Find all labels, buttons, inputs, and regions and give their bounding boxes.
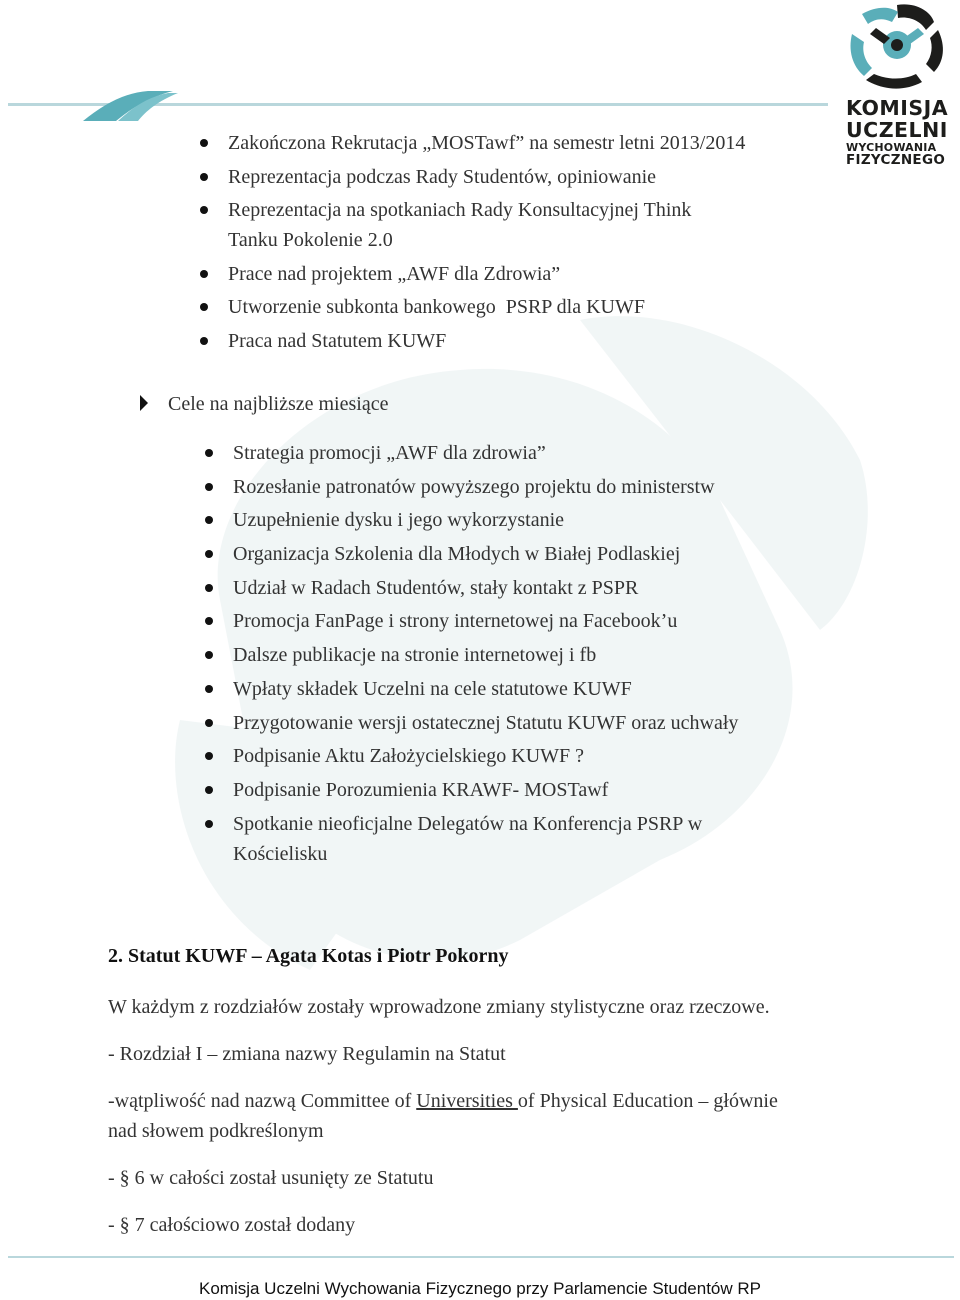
bullet-icon	[200, 173, 208, 181]
bullet-icon	[205, 786, 213, 794]
bullet-icon	[205, 584, 213, 592]
logo-line-3: WYCHOWANIA	[846, 141, 937, 154]
list-item	[233, 573, 833, 603]
list-item	[228, 292, 828, 322]
list-item	[233, 741, 833, 771]
bullet-icon	[205, 550, 213, 558]
list-item-text: Utworzenie subkonta bankowego PSRP dla KUWF	[228, 296, 645, 318]
list-item-text: Zakończona Rekrutacja „MOSTawf” na semestr letni 2013/2014	[228, 132, 746, 154]
list-item	[233, 809, 773, 869]
list-item	[233, 708, 833, 738]
statut-paragraph-2: - Rozdział I – zmiana nazwy Regulamin na Statut	[108, 1043, 506, 1065]
list-item-text: Promocja FanPage i strony internetowej na Facebook’u	[233, 610, 678, 633]
list-item-text: Prace nad projektem „AWF dla Zdrowia”	[228, 262, 561, 285]
list-item-text: Wpłaty składek Uczelni na cele statutowe KUWF	[233, 677, 632, 700]
bullet-icon	[205, 483, 213, 491]
list-item-text: Podpisanie Aktu Założycielskiego KUWF ?	[233, 745, 585, 768]
bullet-icon	[205, 449, 213, 457]
list-item	[228, 162, 828, 192]
arrow-bullet-icon	[140, 395, 148, 411]
bullet-icon	[205, 719, 213, 727]
underlined-word: Universities	[416, 1090, 518, 1112]
list-item-text: Przygotowanie wersji ostatecznej Statutu KUWF oraz uchwały	[233, 711, 739, 734]
list-item	[228, 326, 828, 356]
list-item	[228, 128, 828, 158]
goals-heading-text: Cele na najbliższe miesiące	[168, 393, 389, 415]
list-item	[233, 674, 833, 704]
list-item-text: Organizacja Szkolenia dla Młodych w Białej Podlaskiej	[233, 543, 681, 566]
list-item	[233, 640, 833, 670]
statut-section-heading: 2. Statut KUWF – Agata Kotas i Piotr Pokorny	[108, 945, 509, 967]
header-decorative-line	[8, 85, 828, 125]
statut-paragraph-3	[108, 1086, 808, 1146]
logo-line-4: FIZYCZNEGO	[846, 152, 946, 168]
statut-paragraph-1: W każdym z rozdziałów zostały wprowadzone zmiany stylistyczne oraz rzeczowe.	[108, 996, 770, 1018]
list-item-text: Praca nad Statutem KUWF	[228, 329, 447, 352]
achievements-list	[228, 128, 828, 359]
bullet-icon	[200, 270, 208, 278]
list-item	[233, 505, 833, 535]
list-item-text: Podpisanie Porozumienia KRAWF- MOSTawf	[233, 778, 609, 801]
list-item	[233, 539, 833, 569]
logo-line-2: UCZELNI	[846, 117, 948, 142]
list-item-text: Dalsze publikacje na stronie internetowej i fb	[233, 644, 597, 667]
bullet-icon	[205, 820, 213, 828]
goals-list	[233, 438, 833, 872]
list-item	[233, 606, 833, 636]
footer-divider	[8, 1256, 954, 1258]
bullet-icon	[200, 139, 208, 147]
list-item-text: Reprezentacja na spotkaniach Rady Konsultacyjnej Think Tanku Pokolenie 2.0	[228, 199, 692, 251]
list-item	[233, 472, 833, 502]
bullet-icon	[200, 303, 208, 311]
list-item	[228, 259, 828, 289]
bullet-icon	[205, 685, 213, 693]
list-item-text: Rozesłanie patronatów powyższego projektu do ministerstw	[233, 475, 715, 498]
list-item-text: Uzupełnienie dysku i jego wykorzystanie	[233, 509, 565, 532]
statut-paragraph-4: - § 6 w całości został usunięty ze Statutu	[108, 1167, 434, 1189]
list-item-text: Spotkanie nieoficjalne Delegatów na Konferencja PSRP w Kościelisku	[233, 812, 703, 865]
logo-line-1: KOMISJA	[846, 96, 949, 120]
list-item	[233, 438, 833, 468]
list-item-text: Udział w Radach Studentów, stały kontakt z PSPR	[233, 576, 639, 599]
statut-paragraph-5: - § 7 całościowo został dodany	[108, 1214, 356, 1236]
page-footer: Komisja Uczelni Wychowania Fizycznego przy Parlamencie Studentów RP	[198, 1279, 762, 1298]
statut-paragraph-3-end: of Physical Education – głównie nad słowem podkreślonym	[108, 1090, 778, 1142]
list-item-text: Strategia promocji „AWF dla zdrowia”	[233, 442, 546, 464]
list-item-text: Reprezentacja podczas Rady Studentów, opiniowanie	[228, 165, 657, 188]
logo-wordmark	[846, 98, 956, 168]
list-item	[233, 775, 833, 805]
statut-paragraph-3-start: -wątpliwość nad nazwą Committee of	[108, 1090, 417, 1112]
bullet-icon	[200, 337, 208, 345]
bullet-icon	[200, 206, 208, 214]
list-item	[228, 195, 698, 255]
